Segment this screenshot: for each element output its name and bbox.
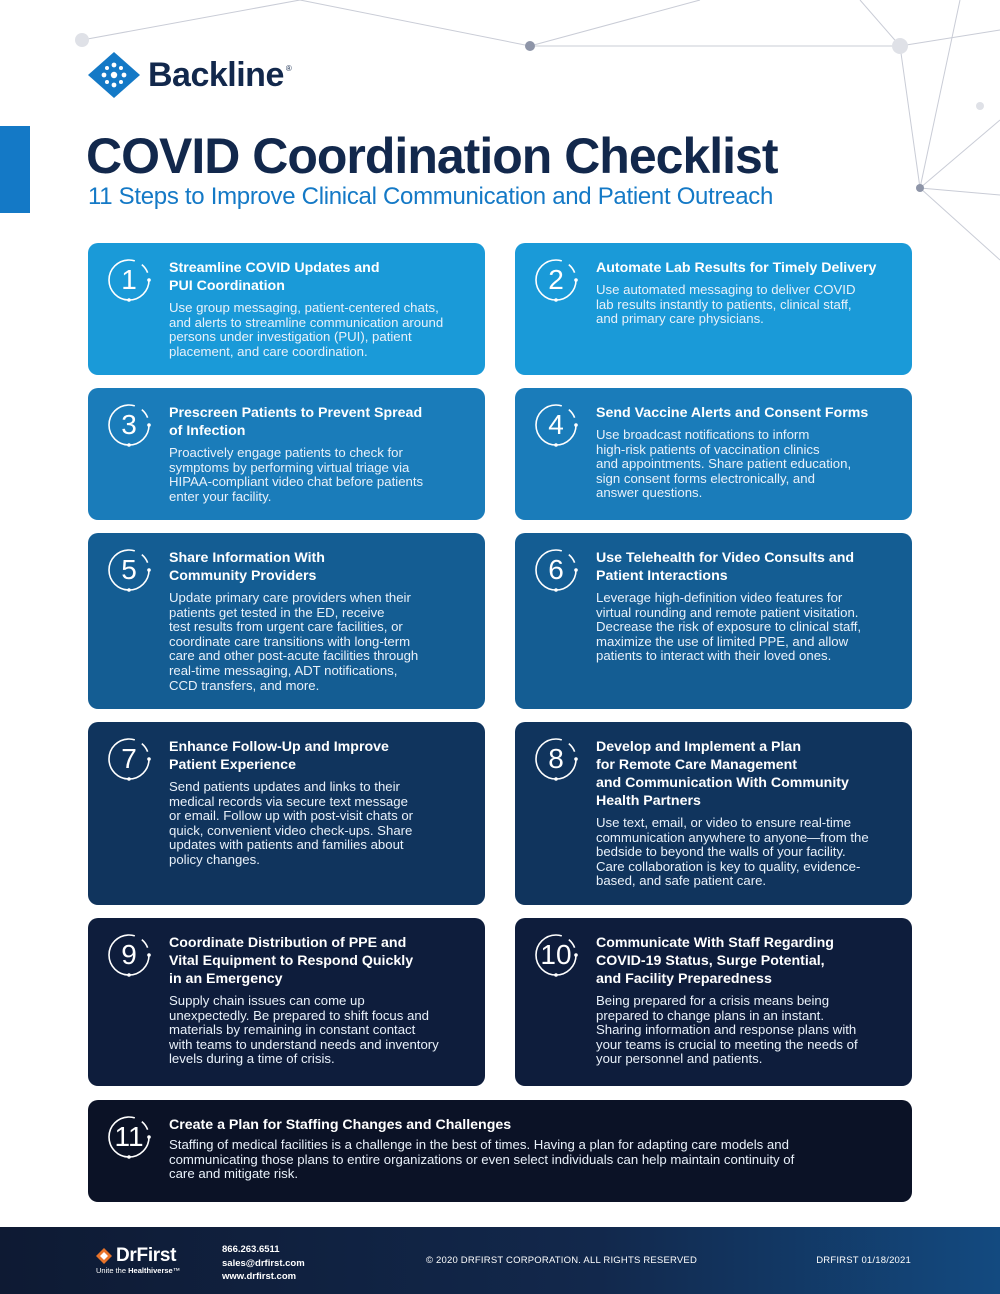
drfirst-logo-icon — [96, 1248, 112, 1264]
step-heading: Send Vaccine Alerts and Consent Forms — [596, 405, 869, 421]
step-body: Update primary care providers when their patients get tested in the ED, receive test results from urgent care facilities, or coordinate care transitions with long-term care and other post-acute facilities through real-time messaging, ADT notifications, CCD transfers, and more. — [169, 590, 419, 693]
step-card-10 — [515, 918, 912, 1086]
step-number-badge — [533, 932, 579, 978]
step-heading: Coordinate Distribution of PPE and Vital Equipment to Respond Quickly in an Emergency — [169, 935, 414, 987]
copyright: © 2020 DRFIRST CORPORATION. ALL RIGHTS RESERVED — [426, 1255, 698, 1266]
brand-name: Backline — [148, 55, 284, 94]
step-body: Use automated messaging to deliver COVID lab results instantly to patients, clinical staff, and primary care physicians. — [596, 282, 856, 327]
document-id: DRFIRST 01/18/2021 — [816, 1255, 911, 1266]
step-number: 4 — [548, 409, 564, 440]
step-heading: Create a Plan for Staffing Changes and Challenges — [169, 1117, 512, 1133]
step-heading: Develop and Implement a Plan for Remote Care Management and Communication With Community Health Partners — [596, 739, 849, 809]
step-heading: Enhance Follow-Up and Improve Patient Experience — [169, 739, 389, 773]
step-number: 1 — [121, 264, 137, 295]
contact-block — [222, 1243, 305, 1284]
website-link[interactable]: www.drfirst.com — [222, 1271, 297, 1283]
step-card-2 — [515, 243, 912, 375]
step-number-badge — [106, 932, 152, 978]
step-number: 5 — [121, 554, 137, 585]
step-number: 3 — [121, 409, 137, 440]
tagline-tm: ™ — [172, 1266, 181, 1275]
step-body: Supply chain issues can come up unexpectedly. Be prepared to shift focus and materials by remaining in constant contact with teams to understand needs and inventory levels during a time of crisis. — [169, 993, 439, 1067]
step-number-badge — [533, 257, 579, 303]
step-number: 7 — [121, 743, 137, 774]
page-title: COVID Coordination Checklist — [86, 128, 778, 184]
step-heading: Streamline COVID Updates and PUI Coordination — [169, 260, 380, 294]
email-link[interactable]: sales@drfirst.com — [222, 1257, 305, 1269]
backline-logo — [88, 52, 292, 98]
step-number-badge — [106, 1114, 152, 1160]
step-heading: Communicate With Staff Regarding COVID-19 Status, Surge Potential, and Facility Preparedness — [596, 935, 834, 987]
step-card-7 — [88, 722, 485, 905]
step-body: Proactively engage patients to check for symptoms by performing virtual triage via HIPAA-compliant video chat before patients enter your facility. — [169, 445, 424, 504]
step-card-6 — [515, 533, 912, 709]
step-card-3 — [88, 388, 485, 520]
step-number-badge — [106, 257, 152, 303]
step-card-11 — [88, 1100, 912, 1202]
step-number: 9 — [121, 939, 137, 970]
step-card-9 — [88, 918, 485, 1086]
step-number: 11 — [114, 1121, 144, 1152]
step-number: 8 — [548, 743, 564, 774]
step-number-badge — [533, 547, 579, 593]
brand-trademark: ® — [285, 63, 292, 73]
step-body: Use broadcast notifications to inform high-risk patients of vaccination clinics and appointments. Share patient education, sign consent forms electronically, and answer questions. — [596, 427, 852, 501]
step-body: Staffing of medical facilities is a challenge in the best of times. Having a plan for adapting care models and communicating those plans to entire organizations or even select individuals can help maintain continuity of care and mitigate risk. — [169, 1137, 795, 1182]
step-body: Leverage high-definition video features for virtual rounding and remote patient visitation. Decrease the risk of exposure to clinical staff, maximize the use of limited PPE, and allow patients to interact with their loved ones. — [596, 590, 862, 664]
step-body: Being prepared for a crisis means being prepared to change plans in an instant. Sharing information and response plans with your teams is crucial to meeting the needs of your personnel and patients. — [596, 993, 858, 1067]
step-number-badge — [106, 402, 152, 448]
page-subtitle: 11 Steps to Improve Clinical Communication and Patient Outreach — [88, 183, 774, 210]
company-name: DrFirst — [116, 1245, 177, 1266]
footer — [0, 1227, 1000, 1294]
step-number-badge — [533, 736, 579, 782]
accent-bar — [0, 126, 30, 213]
step-number-badge — [106, 736, 152, 782]
tagline-bold: Healthiverse — [128, 1266, 173, 1275]
phone-number: 866.263.6511 — [222, 1244, 280, 1255]
step-heading: Automate Lab Results for Timely Delivery — [596, 260, 877, 276]
step-body: Use group messaging, patient-centered chats, and alerts to streamline communication around persons under investigation (PUI), patient placement, and care coordination. — [169, 300, 444, 359]
tagline-prefix: Unite the — [96, 1266, 129, 1275]
step-number: 10 — [540, 939, 572, 970]
step-number-badge — [533, 402, 579, 448]
step-number-badge — [106, 547, 152, 593]
backline-logo-icon — [88, 52, 140, 98]
step-card-4 — [515, 388, 912, 520]
step-body: Use text, email, or video to ensure real-time communication anywhere to anyone—from the bedside to beyond the walls of your facility. Care collaboration is key to quality, evidence- based, and safe patient care. — [596, 815, 869, 889]
step-card-1 — [88, 243, 485, 375]
step-number: 2 — [548, 264, 564, 295]
step-card-8 — [515, 722, 912, 905]
company-tagline — [96, 1266, 180, 1275]
step-heading: Use Telehealth for Video Consults and Patient Interactions — [596, 550, 855, 584]
step-heading: Share Information With Community Providers — [169, 550, 325, 584]
step-card-5 — [88, 533, 485, 709]
step-body: Send patients updates and links to their medical records via secure text message or email. Follow up with post-visit chats or quick, convenient video check-ups. Share updates with patients and families about policy changes. — [169, 779, 414, 867]
step-heading: Prescreen Patients to Prevent Spread of Infection — [169, 405, 423, 439]
drfirst-logo — [96, 1245, 176, 1267]
step-number: 6 — [548, 554, 564, 585]
